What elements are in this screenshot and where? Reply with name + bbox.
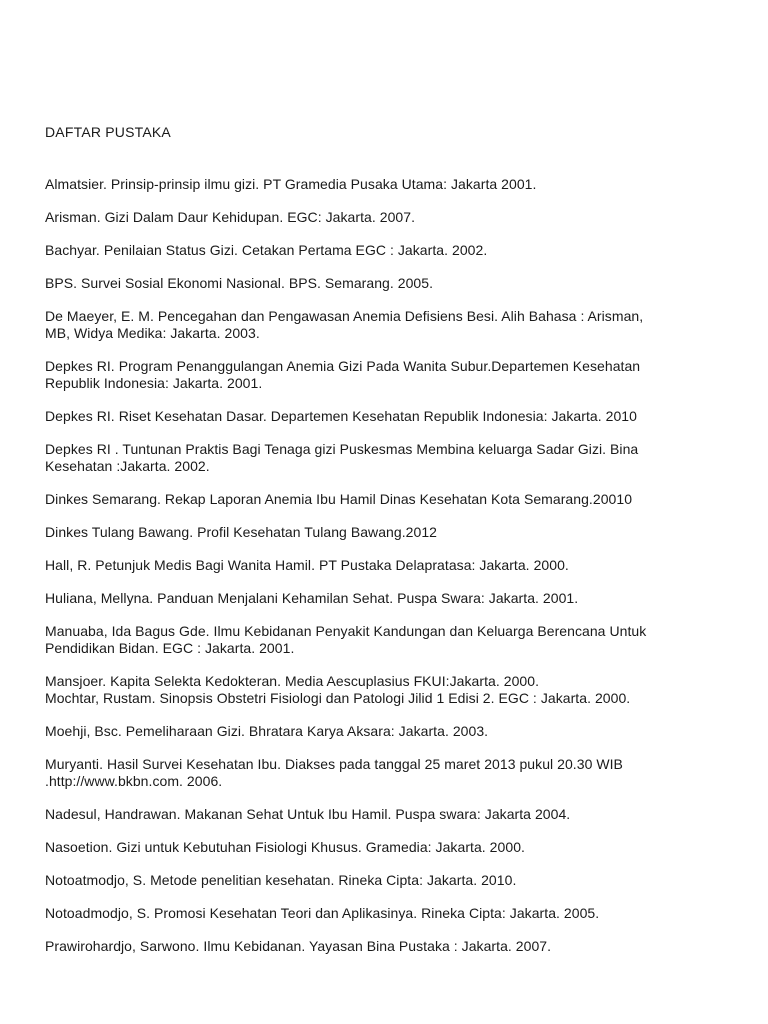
entry-line: Bachyar. Penilaian Status Gizi. Cetakan Pertama EGC : Jakarta. 2002.	[45, 242, 488, 258]
entry-line: Notoadmodjo, S. Promosi Kesehatan Teori dan Aplikasinya. Rineka Cipta: Jakarta. 2005.	[45, 905, 600, 921]
entry-line: Notoatmodjo, S. Metode penelitian kesehatan. Rineka Cipta: Jakarta. 2010.	[45, 872, 517, 888]
entry-line: Pendidikan Bidan. EGC : Jakarta. 2001.	[45, 640, 295, 656]
bibliography-entry	[45, 275, 735, 292]
entry-line: Kesehatan :Jakarta. 2002.	[45, 458, 210, 474]
bibliography-entry	[45, 690, 735, 707]
entry-line: Depkes RI. Riset Kesehatan Dasar. Departemen Kesehatan Republik Indonesia: Jakarta. 2010	[45, 408, 637, 424]
entry-line: Nasoetion. Gizi untuk Kebutuhan Fisiologi Khusus. Gramedia: Jakarta. 2000.	[45, 839, 525, 855]
entry-line: De Maeyer, E. M. Pencegahan dan Pengawasan Anemia Defisiens Besi. Alih Bahasa : Arisman,	[45, 308, 644, 324]
entry-line: Depkes RI . Tuntunan Praktis Bagi Tenaga gizi Puskesmas Membina keluarga Sadar Gizi. Bina	[45, 441, 639, 457]
bibliography-entry	[45, 308, 735, 342]
document-page	[45, 0, 735, 1024]
entry-line: Hall, R. Petunjuk Medis Bagi Wanita Hamil. PT Pustaka Delapratasa: Jakarta. 2000.	[45, 557, 569, 573]
bibliography-entry	[45, 839, 735, 856]
entry-line: MB, Widya Medika: Jakarta. 2003.	[45, 325, 260, 341]
bibliography-entry	[45, 209, 735, 226]
bibliography-entry	[45, 756, 735, 790]
entry-line: .http://www.bkbn.com. 2006.	[45, 773, 223, 789]
bibliography-entry	[45, 408, 735, 425]
bibliography-entry	[45, 441, 735, 475]
bibliography-entry	[45, 590, 735, 607]
bibliography-entry	[45, 938, 735, 955]
bibliography-entry	[45, 723, 735, 740]
bibliography-entry	[45, 623, 735, 657]
bibliography-entry	[45, 242, 735, 259]
entry-line: Huliana, Mellyna. Panduan Menjalani Kehamilan Sehat. Puspa Swara: Jakarta. 2001.	[45, 590, 579, 606]
entry-line: Dinkes Semarang. Rekap Laporan Anemia Ibu Hamil Dinas Kesehatan Kota Semarang.20010	[45, 491, 633, 507]
bibliography-entry	[45, 905, 735, 922]
bibliography-entry	[45, 524, 735, 541]
entry-line: Nadesul, Handrawan. Makanan Sehat Untuk Ibu Hamil. Puspa swara: Jakarta 2004.	[45, 806, 571, 822]
bibliography-list	[45, 176, 735, 971]
entry-line: Almatsier. Prinsip-prinsip ilmu gizi. PT Gramedia Pusaka Utama: Jakarta 2001.	[45, 176, 537, 192]
entry-line: Manuaba, Ida Bagus Gde. Ilmu Kebidanan Penyakit Kandungan dan Keluarga Berencana Untuk	[45, 623, 647, 639]
entry-line: Prawirohardjo, Sarwono. Ilmu Kebidanan. Yayasan Bina Pustaka : Jakarta. 2007.	[45, 938, 552, 954]
bibliography-entry	[45, 806, 735, 823]
entry-line: Muryanti. Hasil Survei Kesehatan Ibu. Diakses pada tanggal 25 maret 2013 pukul 20.30 WIB	[45, 756, 623, 772]
entry-line: Mansjoer. Kapita Selekta Kedokteran. Media Aescuplasius FKUI:Jakarta. 2000.	[45, 673, 540, 689]
bibliography-entry	[45, 491, 735, 508]
entry-line: Arisman. Gizi Dalam Daur Kehidupan. EGC: Jakarta. 2007.	[45, 209, 416, 225]
bibliography-entry	[45, 557, 735, 574]
bibliography-entry	[45, 358, 735, 392]
entry-line: Mochtar, Rustam. Sinopsis Obstetri Fisiologi dan Patologi Jilid 1 Edisi 2. EGC : Jakarta. 2000.	[45, 690, 631, 706]
entry-line: BPS. Survei Sosial Ekonomi Nasional. BPS. Semarang. 2005.	[45, 275, 434, 291]
entry-line: Depkes RI. Program Penanggulangan Anemia Gizi Pada Wanita Subur.Departemen Kesehatan	[45, 358, 641, 374]
page-title: DAFTAR PUSTAKA	[45, 124, 171, 140]
entry-line: Dinkes Tulang Bawang. Profil Kesehatan Tulang Bawang.2012	[45, 524, 437, 540]
bibliography-entry	[45, 673, 735, 690]
entry-line: Moehji, Bsc. Pemeliharaan Gizi. Bhratara Karya Aksara: Jakarta. 2003.	[45, 723, 489, 739]
bibliography-entry	[45, 176, 735, 193]
bibliography-entry	[45, 872, 735, 889]
entry-line: Republik Indonesia: Jakarta. 2001.	[45, 375, 263, 391]
